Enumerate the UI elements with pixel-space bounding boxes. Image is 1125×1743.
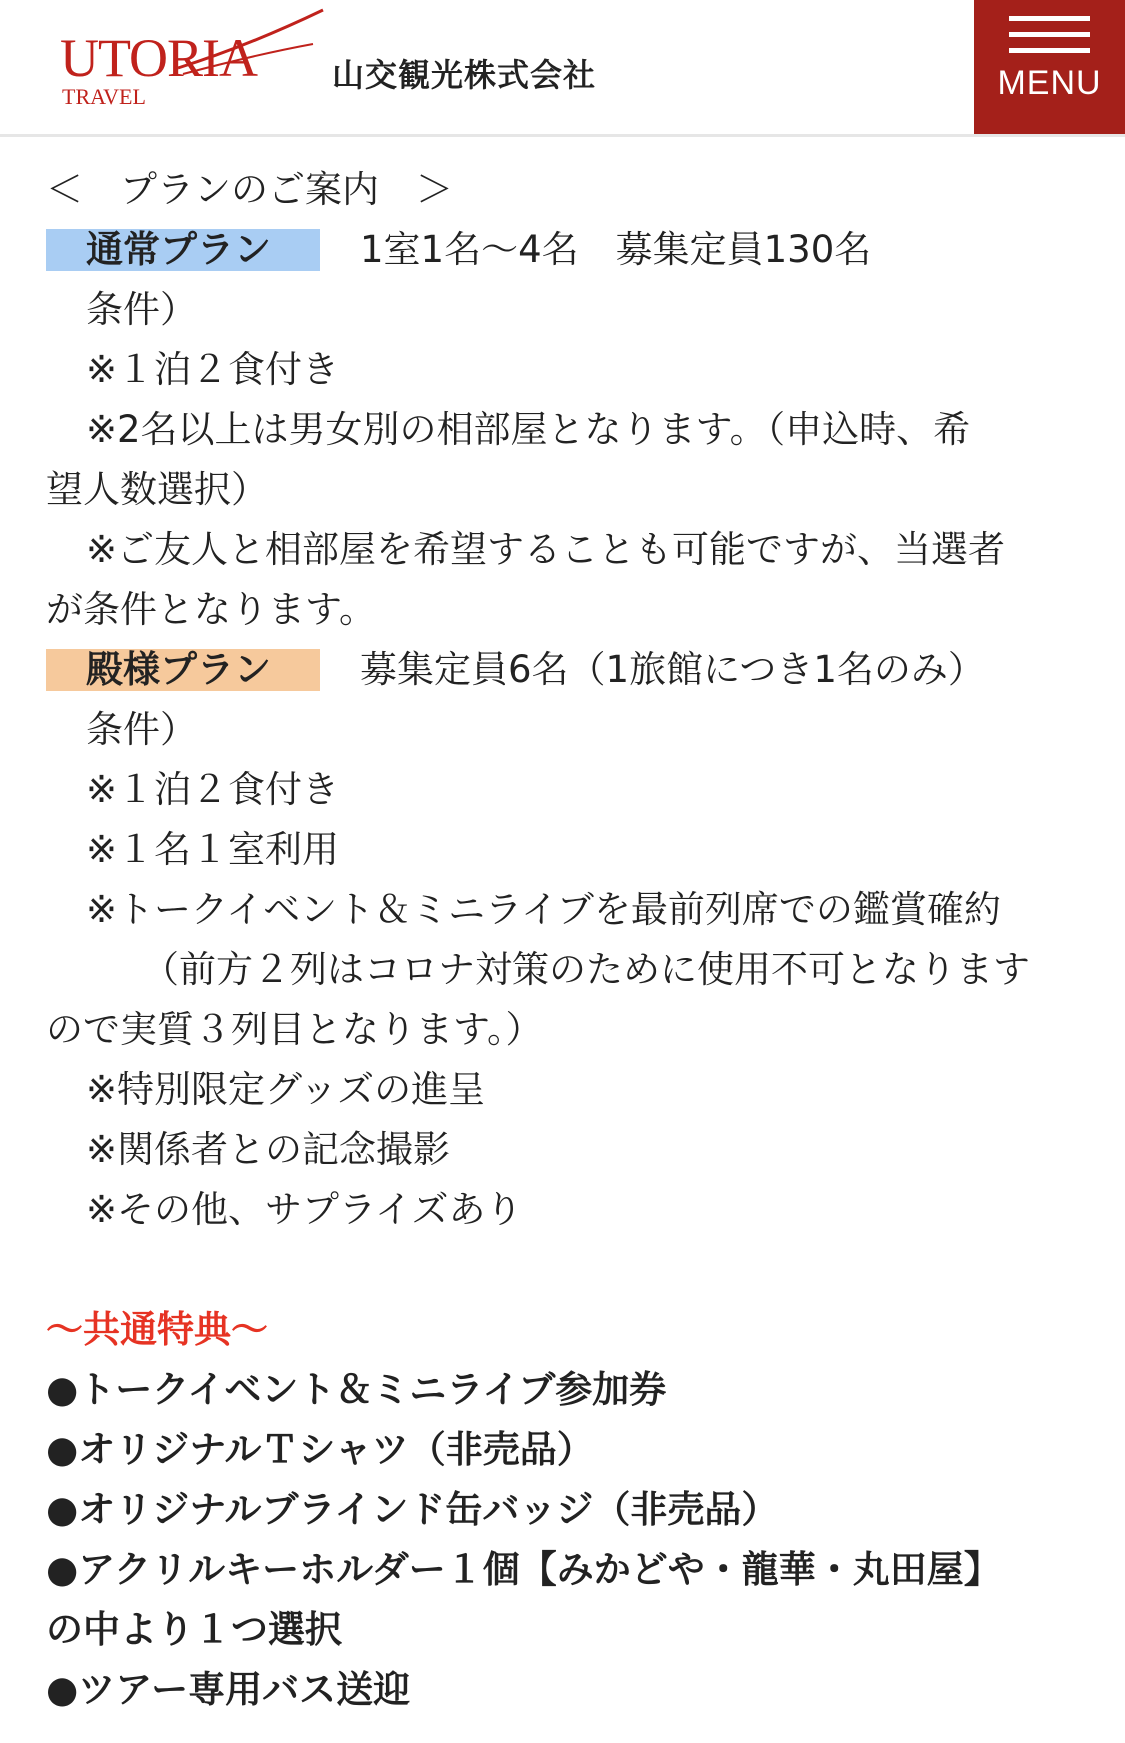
benefit-item-cont: の中より１つ選択 bbox=[46, 1608, 342, 1651]
benefit-item: ●トークイベント＆ミニライブ参加券 bbox=[46, 1368, 667, 1411]
hamburger-icon-bar-3 bbox=[1009, 48, 1090, 53]
normal-condition-item: ※１泊２食付き bbox=[86, 348, 340, 391]
lord-conditions-label: 条件） bbox=[86, 708, 197, 751]
lord-condition-note-cont: ので実質３列目となります。） bbox=[46, 1008, 543, 1051]
normal-condition-item: ※2名以上は男女別の相部屋となります。（申込時、希 bbox=[86, 408, 971, 451]
site-header bbox=[0, 0, 1125, 137]
lord-condition-note: （前方２列はコロナ対策のために使用不可となります bbox=[142, 948, 1030, 991]
normal-condition-item: ※ご友人と相部屋を希望することも可能ですが、当選者 bbox=[86, 528, 1006, 571]
lord-plan-summary: 募集定員6名（1旅館につき1名のみ） bbox=[360, 648, 985, 691]
normal-conditions-label: 条件） bbox=[86, 288, 197, 331]
utoria-logo-mark bbox=[58, 6, 328, 116]
section-spacer bbox=[46, 1240, 1086, 1300]
hamburger-icon bbox=[1009, 16, 1090, 21]
lord-condition-item: ※１泊２食付き bbox=[86, 768, 340, 811]
normal-plan-label: 通常プラン bbox=[46, 229, 320, 271]
normal-plan-row bbox=[46, 220, 1086, 280]
lord-condition-item: ※その他、サプライズあり bbox=[86, 1188, 523, 1231]
hamburger-icon-bar-2 bbox=[1009, 32, 1090, 37]
lord-condition-item: ※特別限定グッズの進呈 bbox=[86, 1068, 486, 1111]
normal-condition-item-cont: が条件となります。 bbox=[46, 588, 377, 631]
benefit-item: ●オリジナルＴシャツ（非売品） bbox=[46, 1428, 594, 1471]
logo-main-text: UTORIA bbox=[60, 28, 258, 88]
lord-condition-item: ※トークイベント＆ミニライブを最前列席での鑑賞確約 bbox=[86, 888, 1001, 931]
plans-heading: ＜ プランのご案内 ＞ bbox=[46, 168, 453, 211]
lord-condition-item: ※関係者との記念撮影 bbox=[86, 1128, 451, 1171]
benefit-item: ●アクリルキーホルダー１個【みかどや・龍華・丸田屋】 bbox=[46, 1548, 1001, 1591]
benefit-item: ●ツアー専用バス送迎 bbox=[46, 1668, 411, 1711]
normal-plan-summary: 1室1名〜4名 募集定員130名 bbox=[360, 228, 872, 271]
company-name: 山交観光株式会社 bbox=[332, 56, 597, 94]
menu-label: MENU bbox=[997, 64, 1102, 102]
lord-plan-row bbox=[46, 640, 1086, 700]
lord-condition-item: ※１名１室利用 bbox=[86, 828, 340, 871]
benefits-heading: 〜共通特典〜 bbox=[46, 1308, 268, 1351]
utoria-logo[interactable] bbox=[58, 6, 597, 116]
normal-condition-item-cont: 望人数選択） bbox=[46, 468, 268, 511]
lord-plan-label: 殿様プラン bbox=[46, 649, 320, 691]
plan-content bbox=[46, 160, 1086, 1720]
menu-button[interactable] bbox=[974, 0, 1125, 134]
benefit-item: ●オリジナルブラインド缶バッジ（非売品） bbox=[46, 1488, 779, 1531]
logo-sub-text: TRAVEL bbox=[62, 84, 146, 109]
